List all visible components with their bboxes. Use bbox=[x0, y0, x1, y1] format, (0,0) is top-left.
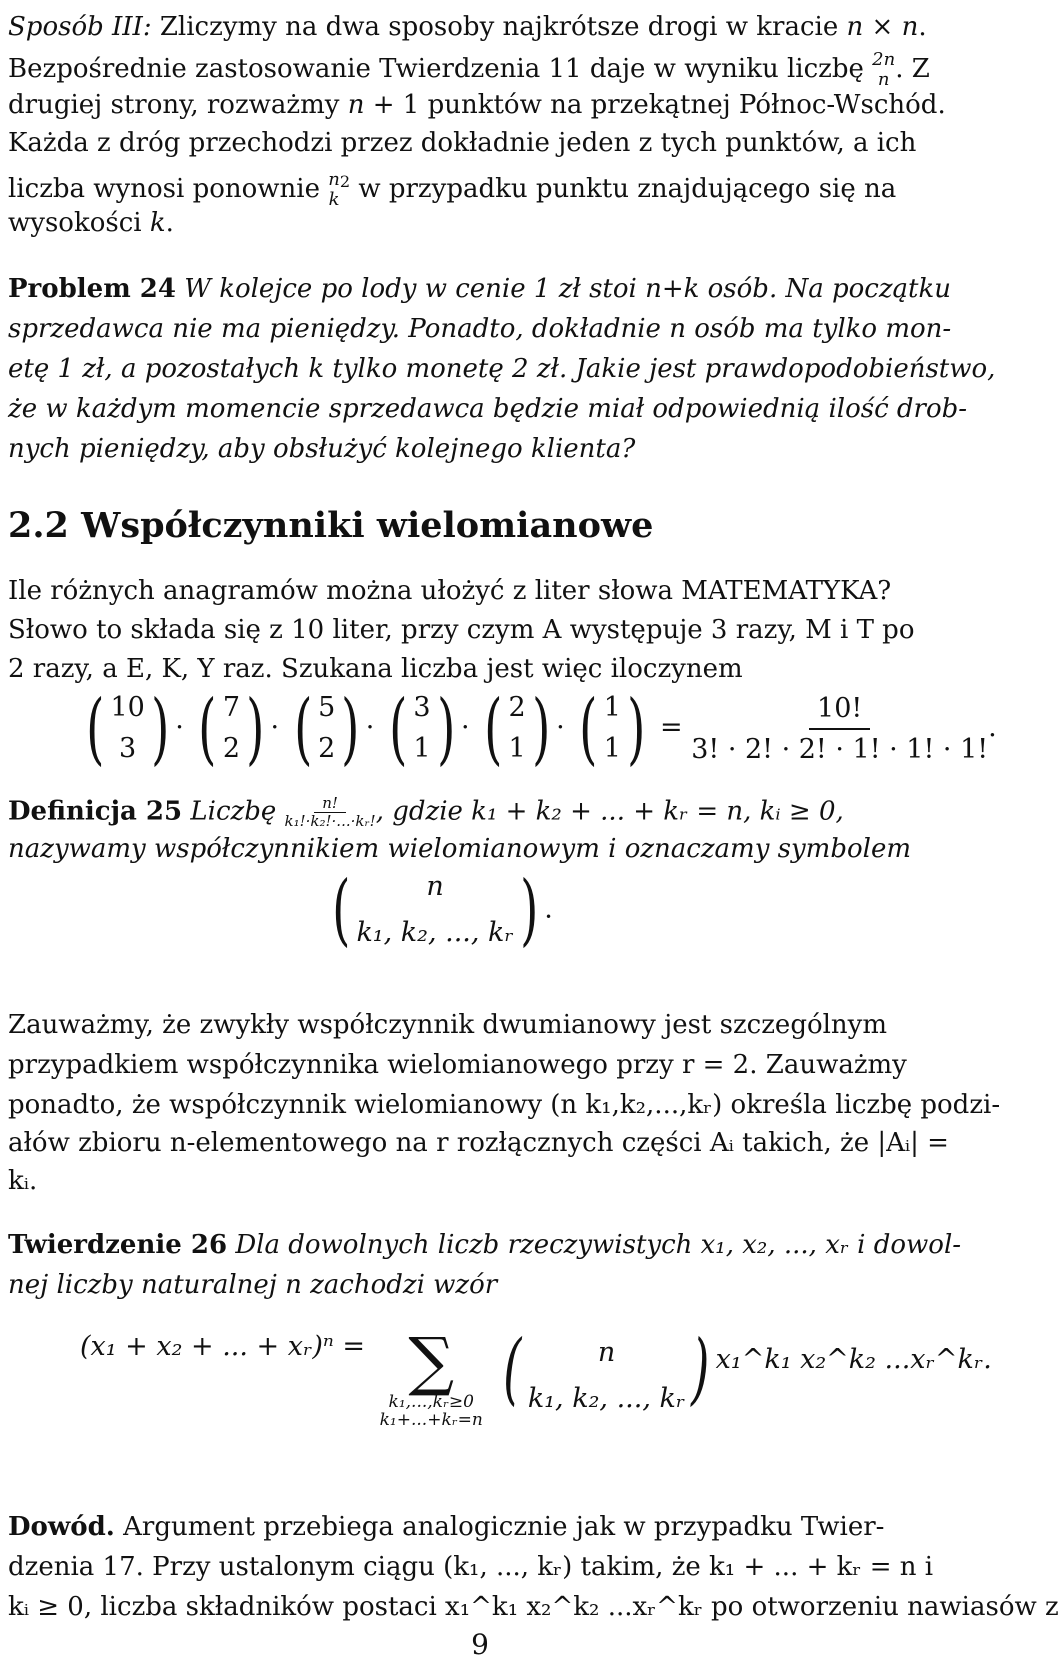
definition-line-1: Definicja 25 Liczbę $\frac{n!}{\text{k₁!·k₂!·...·kᵣ!}}$ , gdzie k₁ + k₂ + ... + kᵣ = n, kᵢ ≥ 0, bbox=[8, 794, 844, 830]
section-title: 2.2 Współczynniki wielomianowe bbox=[8, 505, 654, 546]
binom-3-1: ( 3 1 ) bbox=[388, 683, 455, 774]
proof-line-1: Dowód. Argument przebiega analogicznie jak w przypadku Twier- bbox=[8, 1512, 885, 1542]
page-number: 9 bbox=[471, 1628, 489, 1661]
factorial-fraction: $\frac{10!}{3! \cdot 2! \cdot 2! \cdot 1! \cdot 1! \cdot 1!}$ bbox=[691, 692, 989, 765]
problem-line-4: że w każdym momencie sprzedawca będzie miał odpowiednią ilość drob- bbox=[8, 394, 968, 424]
sposob-line-1: Sposób III: Zliczymy na dwa sposoby najkrótsze drogi w kracie n × n. bbox=[8, 12, 927, 42]
problem-text-1: W kolejce po lody w cenie 1 zł stoi n+k osób. Na początku bbox=[184, 274, 951, 304]
theorem-label: Twierdzenie 26 bbox=[8, 1230, 228, 1260]
proof-line-3: kᵢ ≥ 0, liczba składników postaci x₁^k₁ x₂^k₂ ...xᵣ^kᵣ po otworzeniu nawiasów z bbox=[8, 1592, 1059, 1622]
theorem-line-2: nej liczby naturalnej n zachodzi wzór bbox=[8, 1270, 498, 1300]
sposob-line-6: wysokości k. bbox=[8, 208, 174, 238]
definition-line-2: nazywamy współczynnikiem wielomianowym i oznaczamy symbolem bbox=[8, 834, 911, 864]
binom-1-1: ( 1 1 ) bbox=[579, 683, 646, 774]
problem-line-5: nych pieniędzy, aby obsłużyć kolejnego klienta? bbox=[8, 434, 636, 464]
multinomial-symbol: ( n k₁, k₂, ..., kᵣ ) . bbox=[332, 864, 553, 955]
remark-line-5: kᵢ. bbox=[8, 1166, 38, 1196]
problem-line-2: sprzedawca nie ma pieniędzy. Ponadto, dokładnie n osób ma tylko mon- bbox=[8, 314, 952, 344]
binom-5-2: ( 5 2 ) bbox=[293, 683, 360, 774]
binom-2-1: ( 2 1 ) bbox=[484, 683, 551, 774]
remark-line-2: przypadkiem współczynnika wielomianowego przy r = 2. Zauważmy bbox=[8, 1050, 907, 1080]
sposob-line-5: liczba wynosi ponownie n k $^2$ w przypadku punktu znajdującego się na bbox=[8, 169, 897, 210]
problem-label: Problem 24 bbox=[8, 274, 176, 304]
intro-line-3: 2 razy, a E, K, Y raz. Szukana liczba jest więc iloczynem bbox=[8, 654, 743, 684]
problem-line-1 bbox=[8, 276, 951, 302]
intro-line-2: Słowo to składa się z 10 liter, przy czym A występuje 3 razy, M i T po bbox=[8, 615, 915, 645]
theorem-line-1: Twierdzenie 26 Dla dowolnych liczb rzeczywistych x₁, x₂, ..., xᵣ i dowol- bbox=[8, 1230, 962, 1260]
sposob-line-4: Każda z dróg przechodzi przez dokładnie jeden z tych punktów, a ich bbox=[8, 128, 917, 158]
remark-line-3: ponadto, że współczynnik wielomianowy (n k₁,k₂,...,kᵣ) określa liczbę podzi- bbox=[8, 1090, 1001, 1120]
remark-line-4: ałów zbioru n-elementowego na r rozłącznych części Aᵢ takich, że |Aᵢ| = bbox=[8, 1128, 949, 1158]
sposob-line-2: Bezpośrednie zastosowanie Twierdzenia 11 daje w wyniku liczbę 2n n . Z bbox=[8, 49, 930, 90]
definition-label: Definicja 25 bbox=[8, 796, 183, 827]
product-formula: ( 10 3 ) · ( 7 2 ) · ( 5 2 ) · ( 3 1 ) · ( 2 1 ) · ( 1 1 ) = $\frac{10!}{3! \cdot 2! \cdot 2! \cdot 1! \cdot 1! \cdot 1!}$ . bbox=[80, 688, 997, 769]
binom-7-2: ( 7 2 ) bbox=[198, 683, 265, 774]
multinomial-theorem-formula: (x₁ + x₂ + ... + xᵣ)ⁿ = ∑ k₁,...,kᵣ≥0 k₁+...+kᵣ=n ( n k₁, k₂, ..., kᵣ ) x₁^k₁ x₂^k₂ ...xᵣ^kᵣ. bbox=[80, 1324, 992, 1430]
remark-line-1: Zauważmy, że zwykły współczynnik dwumianowy jest szczególnym bbox=[8, 1010, 888, 1040]
sum-block: ∑ k₁,...,kᵣ≥0 k₁+...+kᵣ=n bbox=[379, 1325, 483, 1430]
proof-label: Dowód. bbox=[8, 1512, 115, 1542]
definition-fraction: $\frac{n!}{\text{k₁!·k₂!·...·kᵣ!}}$ bbox=[284, 794, 376, 830]
binom-10-3: ( 10 3 ) bbox=[86, 683, 170, 774]
intro-line-1: Ile różnych anagramów można ułożyć z liter słowa MATEMATYKA? bbox=[8, 576, 892, 606]
proof-line-2: dzenia 17. Przy ustalonym ciągu (k₁, ..., kᵣ) takim, że k₁ + ... + kᵣ = n i bbox=[8, 1552, 934, 1582]
sposob-line-3: drugiej strony, rozważmy n + 1 punktów na przekątnej Północ-Wschód. bbox=[8, 90, 946, 120]
problem-line-3: etę 1 zł, a pozostałych k tylko monetę 2 zł. Jakie jest prawdopodobieństwo, bbox=[8, 354, 996, 384]
